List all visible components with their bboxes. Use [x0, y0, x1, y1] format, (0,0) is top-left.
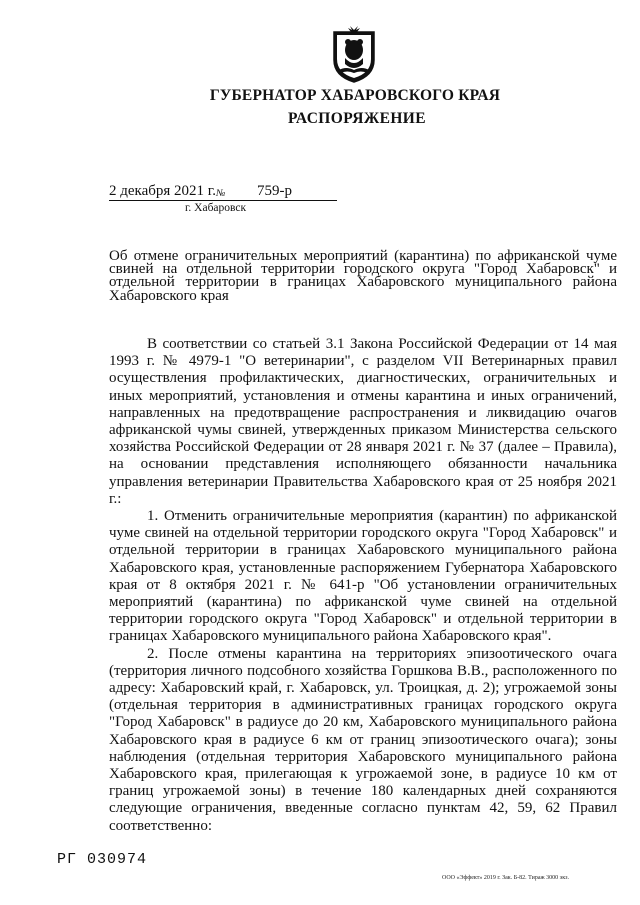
document-date: 2 декабря 2021 г.	[109, 183, 216, 199]
date-underline	[109, 200, 337, 201]
issue-city: г. Хабаровск	[185, 202, 247, 214]
document-body	[109, 336, 617, 835]
issuer-title: ГУБЕРНАТОР ХАБАРОВСКОГО КРАЯ	[209, 87, 501, 104]
document-subject: Об отмене ограничительных мероприятий (карантина) по африканской чуме свиней на отдельной территории городского округа "Город Хабаровск" и отдельной территории в границах Хабаровского муниципального района Хабаровского края	[109, 248, 617, 304]
document-number: 759-р	[257, 183, 292, 199]
printer-imprint: ООО «Эффект» 2019 г. Зак. Б-82. Тираж 3000 экз.	[442, 875, 569, 881]
body-item-1: 1. Отменить ограничительные мероприятия (карантин) по африканской чуме свиней на отдельной территории городского округа "Город Хабаровск" и отдельной территории в границах Хабаровского муниципального района Хабаровского края, установленные распоряжением Губернатора Хабаровского края от 8 октября 2021 г. № 641-р "Об установлении ограничительных мероприятий (карантина) по африканской чуме свиней на отдельной территории городского округа "Город Хабаровск" и отдельной территории в границах Хабаровского муниципального района Хабаровского края".	[109, 508, 617, 645]
form-serial-number: РГ 030974	[57, 851, 148, 868]
document-type: РАСПОРЯЖЕНИЕ	[287, 110, 427, 127]
body-preamble: В соответствии со статьей 3.1 Закона Российской Федерации от 14 мая 1993 г. № 4979-1 "О ветеринарии", с разделом VII Ветеринарных правил осуществления профилактических, диагностических, ограничительных и иных мероприятий, установления и отмены карантина и иных ограничений, направленных на предотвращение распространения и ликвидацию очагов африканской чумы свиней, утвержденных приказом Министерства сельского хозяйства Российской Федерации от 28 января 2021 г. № 37 (далее – Правила), на основании представления исполняющего обязанности начальника управления ветеринарии Правительства Хабаровского края от 25 ноября 2021 г.:	[109, 336, 617, 507]
coat-of-arms-emblem	[331, 26, 377, 84]
body-item-2: 2. После отмены карантина на территориях эпизоотического очага (территория личного подсобного хозяйства Горшкова В.В., расположенного по адресу: Хабаровский край, г. Хабаровск, ул. Троицкая, д. 2); угрожаемой зоны (отдельная территория в административных границах городского округа "Город Хабаровск" в радиусе до 20 км, Хабаровского муниципального района Хабаровского края в радиусе 6 км от границ эпизоотического очага); зоны наблюдения (отдельная территория Хабаровского муниципального района Хабаровского края, прилегающая к угрожаемой зоне, в радиусе 10 км от границ угрожаемой зоны) в течение 180 календарных дней сохраняются следующие ограничения, введенные согласно пунктам 42, 59, 62 Правил соответственно:	[109, 645, 617, 834]
number-label: №	[216, 188, 226, 199]
